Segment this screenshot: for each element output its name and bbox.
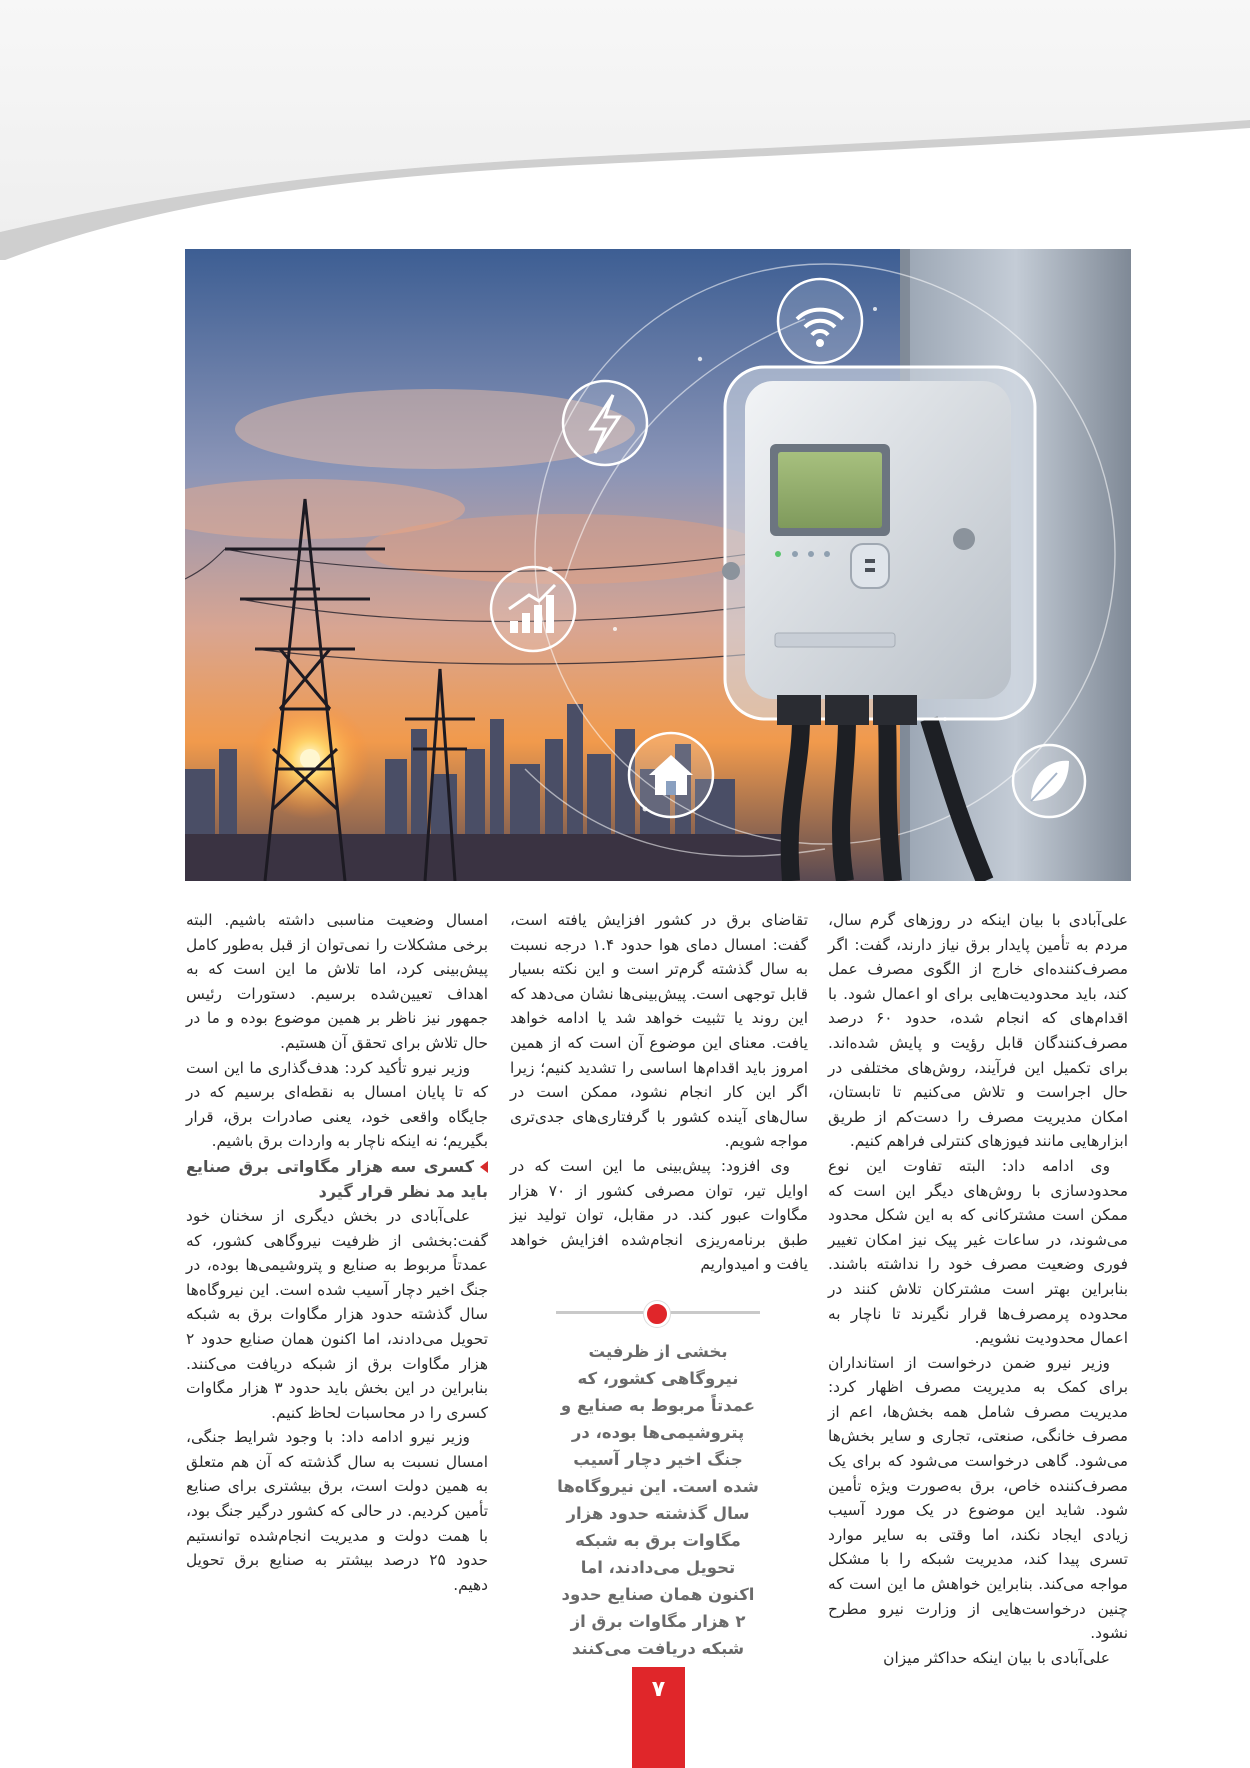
growth-chart-icon xyxy=(491,567,575,651)
article-column-right xyxy=(828,908,1128,1667)
wifi-icon xyxy=(778,279,862,363)
article-column-left xyxy=(186,908,488,1628)
paragraph: وزیر نیرو تأکید کرد: هدف‌گذاری ما این است که تا پایان امسال به نقطه‌ای برسیم که در جایگاه واقعی خود، یعنی صادرات برق، قرار بگیریم؛ نه اینکه ناچار به واردات برق باشیم. xyxy=(186,1058,488,1151)
home-icon xyxy=(629,733,713,817)
paragraph: علی‌آبادی با بیان اینکه در روزهای گرم سال، مردم به تأمین پایدار برق نیاز دارند، گفت: اگر مصرف‌کننده‌ای خارج از الگوی مصرف عمل کند، باید محدودیت‌هایی برای او اعمال شود. با اقدام‌های که انجام شده، حدود ۶۰ درصد مصرف‌کنندگان قابل رؤیت و پایش شده‌اند. برای تکمیل این فرآیند، روش‌های مختلفی در حال اجراست و تلاش می‌کنیم تا تابستان، امکان مدیریت مصرف را دست‌کم از طریق ابزارهایی مانند فیوزهای کنترلی فراهم کنیم. xyxy=(828,911,1128,1151)
pull-quote-dot-icon xyxy=(644,1301,670,1327)
article-column-middle xyxy=(510,908,808,1274)
pull-quote: بخشی از ظرفیت نیروگاهی کشور، که عمدتاً مربوط به صنایع و پتروشیمی‌ها بوده، در جنگ اخیر دچار آسیب شده است. این نیروگاه‌ها سال گذشته حدود هزار مگاوات برق به شبکه تحویل می‌دادند، اما اکنون همان صنایع حدود ۲ هزار مگاوات برق از شبکه دریافت می‌کنند xyxy=(557,1342,759,1658)
paragraph: امسال وضعیت مناسبی داشته باشیم. البته برخی مشکلات را نمی‌توان از قبل به‌طور کامل پیش‌بینی کرد، اما تلاش ما این است که به اهداف تعیین‌شده برسیم. دستورات رئیس جمهور نیز ناظر بر همین موضوع بوده و ما در حال تلاش برای تحقق آن هستیم. xyxy=(186,911,488,1052)
triangle-bullet-icon xyxy=(480,1161,488,1173)
subheading-text: کسری سه هزار مگاواتی برق صنایع باید مد نظر قرار گیرد xyxy=(186,1156,488,1201)
page-number: ۷ xyxy=(651,1677,666,1702)
lightning-icon xyxy=(563,381,647,465)
leaf-icon xyxy=(1013,745,1085,817)
page-number-tab xyxy=(632,1667,685,1768)
section-subheading xyxy=(186,1154,488,1204)
paragraph: وی افزود: پیش‌بینی ما این است که در اوایل تیر، توان مصرفی کشور از ۷۰ هزار مگاوات عبور کند. در مقابل، توان تولید نیز طبق برنامه‌ریزی انجام‌شده افزایش خواهد یافت و امیدواریم xyxy=(510,1156,808,1274)
paragraph: وزیر نیرو ضمن درخواست از استانداران برای کمک به مدیریت مصرف اظهار کرد: مدیریت مصرف شامل همه بخش‌ها، اعم از مصرف خانگی، صنعتی، تجاری و سایر بخش‌ها می‌شود. گاهی درخواست می‌شود که برای یک مصرف‌کننده خاص، برق به‌صورت ویژه تأمین شود. شاید این موضوع در یک مورد آسیب زیادی ایجاد نکند، اما وقتی به سایر موارد تسری پیدا کند، مدیریت شبکه را با مشکل مواجه می‌کند. بنابراین خواهش ما این است که چنین درخواست‌هایی از وزارت نیرو مطرح نشود. xyxy=(828,1353,1128,1643)
paragraph: علی‌آبادی با بیان اینکه حداکثر میزان xyxy=(883,1648,1110,1667)
hero-image-smart-meter xyxy=(185,249,1131,881)
paragraph: وی ادامه داد: البته تفاوت این نوع محدودسازی با روش‌های دیگر این است که ممکن است مشترکانی که به این شکل محدود می‌شوند، در ساعات غیر پیک نیز امکان تغییر فوری وضعیت مصرف خود را نداشته باشند. بنابراین بهتر است مشترکان تلاش کنند در محدوده پرمصرف‌ها قرار نگیرند تا ناچار به اعمال محدودیت نشویم. xyxy=(828,1156,1128,1348)
header-wave-decoration xyxy=(0,0,1250,260)
paragraph: وزیر نیرو ادامه داد: با وجود شرایط جنگی، امسال نسبت به سال گذشته که آن هم متعلق به همین دولت است، برق بیشتری برای صنایع تأمین کردیم. در حالی که کشور درگیر جنگ بود، با همت دولت و مدیریت انجام‌شده توانستیم حدود ۲۵ درصد بیشتر به صنایع برق تحویل دهیم. xyxy=(186,1428,488,1594)
paragraph: علی‌آبادی در بخش دیگری از سخنان خود گفت:بخشی از ظرفیت نیروگاهی کشور، که عمدتاً مربوط به صنایع و پتروشیمی‌ها بوده، در جنگ اخیر دچار آسیب شده است. این نیروگاه‌ها سال گذشته حدود هزار مگاوات برق به شبکه تحویل می‌دادند، اما اکنون همان صنایع حدود ۲ هزار مگاوات برق از شبکه دریافت می‌کنند. بنابراین در این بخش باید حدود ۳ هزار مگاوات کسری را در محاسبات لحاظ کنیم. xyxy=(186,1206,489,1422)
paragraph: تقاضای برق در کشور افزایش یافته است، گفت: امسال دمای هوا حدود ۱.۴ درجه نسبت به سال گذشته گرم‌تر است و این نکته بسیار قابل توجهی است. پیش‌بینی‌ها نشان می‌دهد که این روند یا تثبیت خواهد شد یا ادامه خواهد یافت. معنای این موضوع آن است که از همین امروز باید اقدام‌ها اساسی را تشدید کنیم؛ زیرا اگر این کار انجام نشود، ممکن است در سال‌های آینده کشور با گرفتاری‌های جدی‌تری مواجه شویم. xyxy=(510,911,808,1151)
